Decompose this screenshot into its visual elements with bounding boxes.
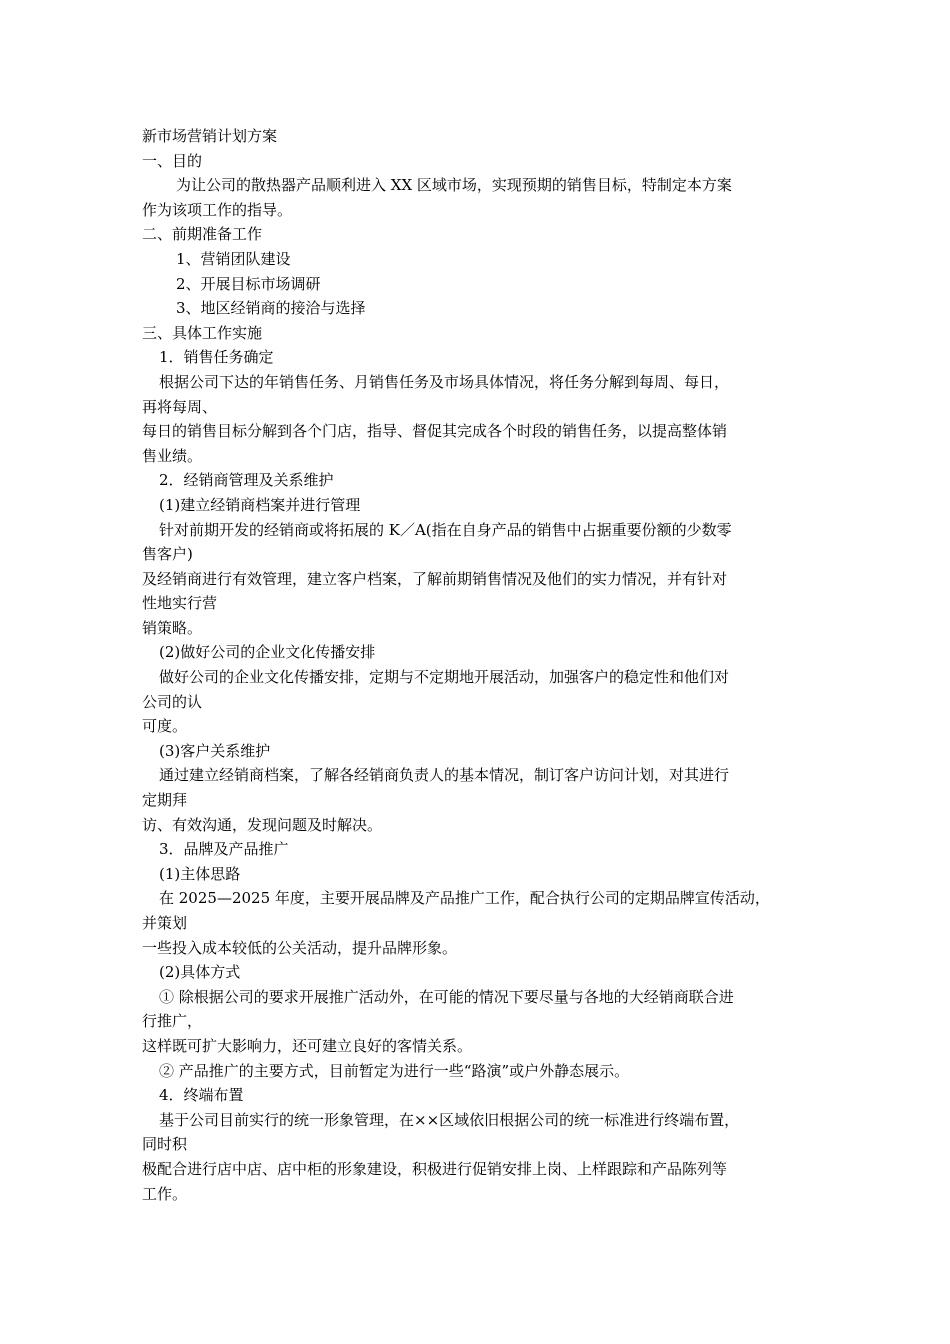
text-line: 针对前期开发的经销商或将拓展的 K／A(指在自身产品的销售中占据重要份额的少数零 [159, 520, 732, 539]
text-line: 同时积 [142, 1135, 188, 1154]
text-line: 根据公司下达的年销售任务、月销售任务及市场具体情况，将任务分解到每周、每日， [159, 372, 730, 391]
text-line: 通过建立经销商档案，了解各经销商负责人的基本情况，制订客户访问计划，对其进行 [159, 766, 730, 785]
text-line: ① 除根据公司的要求开展推广活动外，在可能的情况下要尽量与各地的大经销商联合进 [159, 987, 734, 1006]
text-line: 售业绩。 [142, 446, 203, 465]
text-line: 作为该项工作的指导。 [142, 200, 293, 219]
text-line: 3、地区经销商的接洽与选择 [176, 299, 366, 318]
text-line: 1．销售任务确定 [159, 348, 274, 367]
text-line: 性地实行营 [142, 594, 218, 613]
text-line: 这样既可扩大影响力，还可建立良好的客情关系。 [142, 1036, 473, 1055]
text-line: 4．终端布置 [159, 1086, 244, 1105]
text-line: 极配合进行店中店、店中柜的形象建设，积极进行促销安排上岗、上样跟踪和产品陈列等 [142, 1159, 728, 1178]
text-line: 行推广， [142, 1012, 203, 1031]
text-line: 2．经销商管理及关系维护 [159, 471, 334, 490]
text-line: 及经销商进行有效管理，建立客户档案，了解前期销售情况及他们的实力情况，并有针对 [142, 569, 728, 588]
text-line: 三、具体工作实施 [142, 323, 263, 342]
text-line: 基于公司目前实行的统一形象管理，在××区域依旧根据公司的统一标准进行终端布置， [159, 1110, 740, 1129]
text-line: 二、前期准备工作 [142, 225, 263, 244]
text-line: (2)具体方式 [159, 963, 241, 982]
text-line: 在 2025—2025 年度，主要开展品牌及产品推广工作，配合执行公司的定期品牌宣传活动， [159, 889, 770, 908]
text-line: 工作。 [142, 1184, 188, 1203]
document-body [142, 149, 810, 1207]
text-line: 再将每周、 [142, 397, 218, 416]
text-line: 公司的认 [142, 692, 203, 711]
document-page [142, 124, 810, 1206]
text-line: (3)客户关系维护 [159, 741, 271, 760]
text-line: 销策略。 [142, 618, 203, 637]
text-line: (1)建立经销商档案并进行管理 [159, 495, 361, 514]
text-line: (2)做好公司的企业文化传播安排 [159, 643, 376, 662]
text-line: 1、营销团队建设 [176, 249, 291, 268]
text-line: 定期拜 [142, 791, 188, 810]
text-line: 每日的销售目标分解到各个门店，指导、督促其完成各个时段的销售任务，以提高整体销 [142, 422, 728, 441]
text-line: 并策划 [142, 914, 188, 932]
text-line: 为让公司的散热器产品顺利进入 XX 区域市场，实现预期的销售目标，特制定本方案 [176, 176, 732, 195]
text-line: (1)主体思路 [159, 864, 241, 883]
text-line: 一、目的 [142, 151, 203, 170]
document-title: 新市场营销计划方案 [142, 127, 278, 145]
text-line: 一些投入成本较低的公关活动，提升品牌形象。 [142, 938, 458, 957]
text-line: 访、有效沟通，发现问题及时解决。 [142, 815, 383, 834]
text-line: 2、开展目标市场调研 [176, 274, 321, 293]
text-line: ② 产品推广的主要方式，目前暂定为进行一些“路演”或户外静态展示。 [159, 1061, 630, 1080]
text-line: 售客户) [142, 545, 193, 564]
text-line: 可度。 [142, 717, 188, 736]
text-line: 3．品牌及产品推广 [159, 840, 289, 859]
text-line: 做好公司的企业文化传播安排，定期与不定期地开展活动，加强客户的稳定性和他们对 [159, 668, 730, 687]
